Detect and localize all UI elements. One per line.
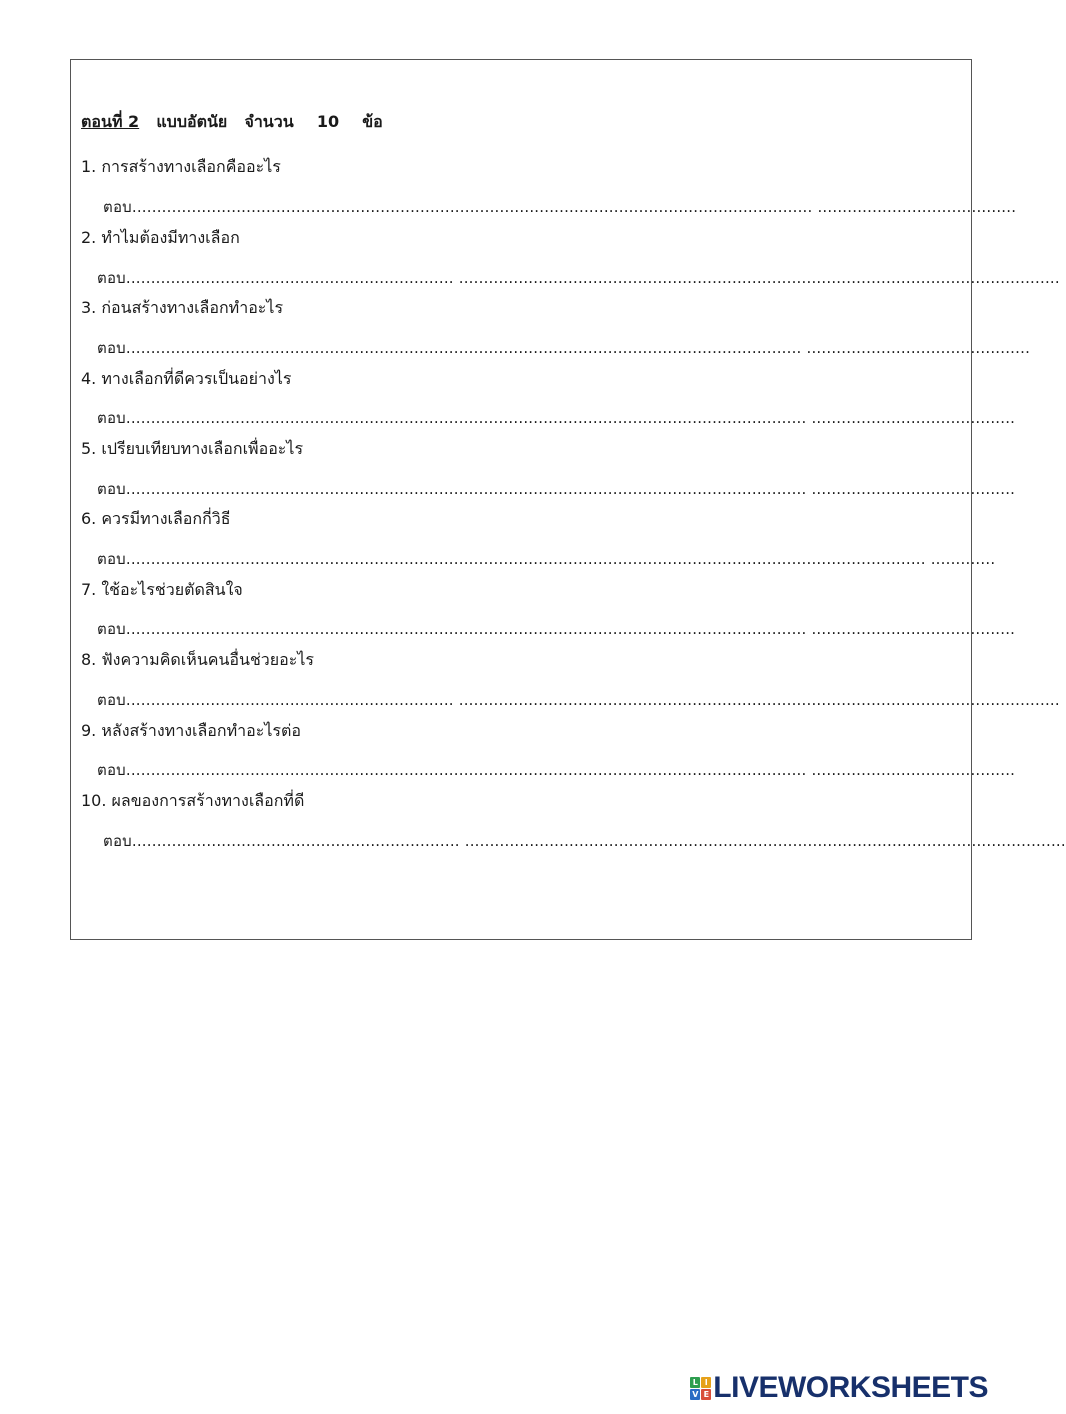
- question-1: 1. การสร้างทางเลือกคืออะไร: [81, 157, 281, 176]
- logo-letter-e: E: [701, 1389, 711, 1400]
- part-label: ตอนที่ 2: [81, 112, 140, 131]
- worksheet-frame: [70, 59, 1066, 940]
- answer-line-8[interactable]: ตอบ.................................................................. .........................................................................................................................: [97, 691, 1060, 709]
- answer-line-3[interactable]: ตอบ........................................................................................................................................ .............................................: [97, 339, 1031, 357]
- count-label: จำนวน: [244, 112, 294, 131]
- liveworksheets-logo[interactable]: [690, 1372, 988, 1404]
- answer-line-6[interactable]: ตอบ................................................................................................................................................................. .............: [97, 550, 996, 568]
- logo-wordmark: LIVEWORKSHEETS: [713, 1371, 988, 1404]
- unit-label: ข้อ: [362, 112, 383, 131]
- type-label: แบบอัตนัย: [156, 112, 228, 131]
- question-3: 3. ก่อนสร้างทางเลือกทำอะไร: [81, 298, 284, 317]
- answer-line-10[interactable]: ตอบ.................................................................. .........................................................................................................................: [103, 832, 1066, 850]
- count-value: 10: [316, 112, 340, 131]
- logo-letter-i: I: [701, 1377, 711, 1388]
- question-9: 9. หลังสร้างทางเลือกทำอะไรต่อ: [81, 721, 301, 740]
- answer-line-1[interactable]: ตอบ......................................................................................................................................... ........................................: [103, 198, 1017, 216]
- question-10: 10. ผลของการสร้างทางเลือกที่ดี: [81, 791, 305, 810]
- question-6: 6. ควรมีทางเลือกกี่วิธี: [81, 509, 231, 528]
- question-8: 8. ฟังความคิดเห็นคนอื่นช่วยอะไร: [81, 650, 315, 669]
- logo-letter-l: L: [690, 1377, 700, 1388]
- answer-line-2[interactable]: ตอบ.................................................................. .........................................................................................................................: [97, 269, 1060, 287]
- answer-line-7[interactable]: ตอบ......................................................................................................................................... .........................................: [97, 620, 1016, 638]
- logo-grid-icon: [690, 1377, 710, 1399]
- logo-letter-v: V: [692, 1390, 699, 1399]
- answer-line-5[interactable]: ตอบ......................................................................................................................................... .........................................: [97, 480, 1016, 498]
- section-heading: [81, 110, 383, 135]
- question-5: 5. เปรียบเทียบทางเลือกเพื่ออะไร: [81, 439, 304, 458]
- question-4: 4. ทางเลือกที่ดีควรเป็นอย่างไร: [81, 369, 292, 388]
- answer-line-9[interactable]: ตอบ......................................................................................................................................... .........................................: [97, 761, 1016, 779]
- question-2: 2. ทำไมต้องมีทางเลือก: [81, 228, 240, 247]
- question-7: 7. ใช้อะไรช่วยตัดสินใจ: [81, 580, 243, 599]
- answer-line-4[interactable]: ตอบ......................................................................................................................................... .........................................: [97, 409, 1016, 427]
